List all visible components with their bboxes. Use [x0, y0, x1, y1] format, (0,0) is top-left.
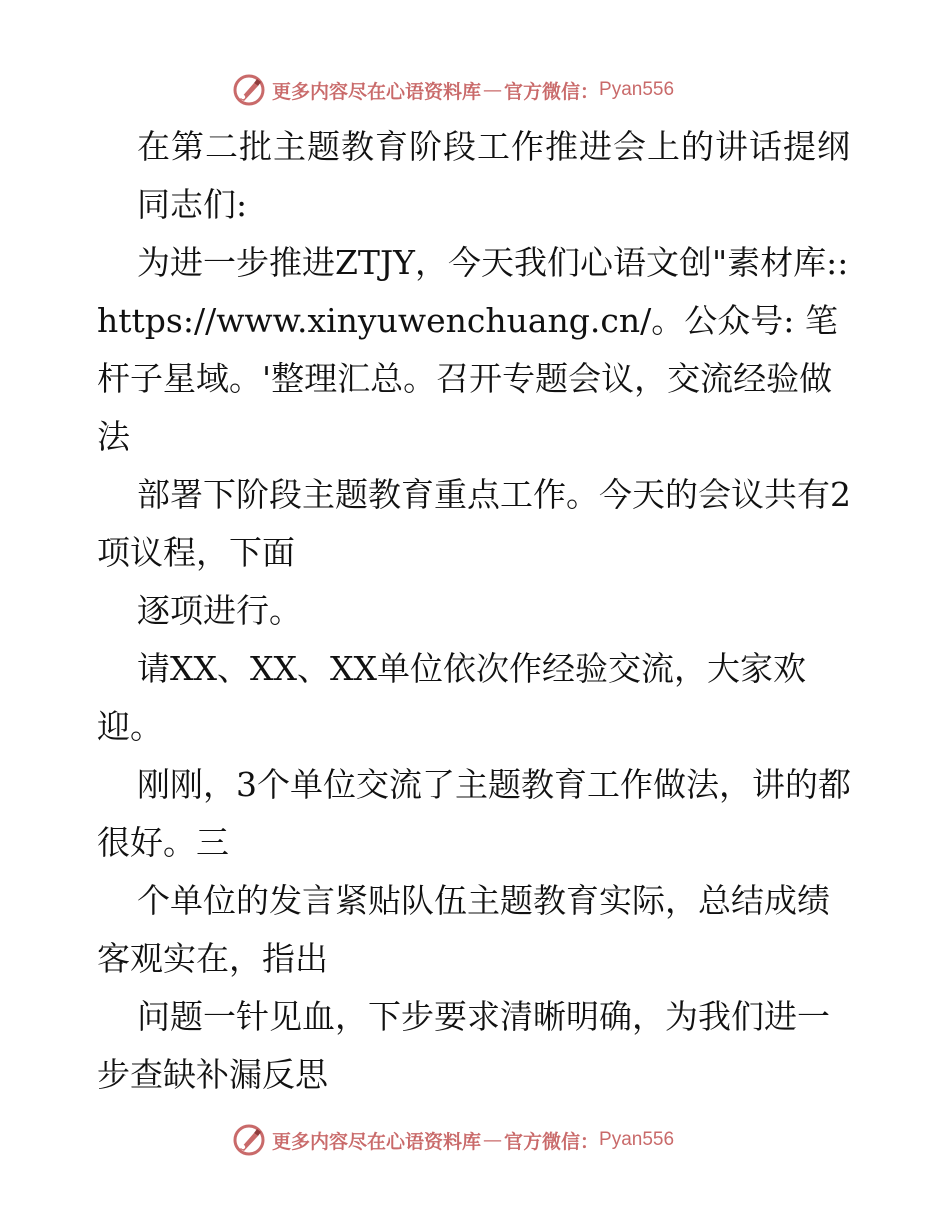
- watermark-banner-top: [232, 73, 674, 107]
- pen-logo-icon: [232, 73, 266, 107]
- watermark-brand: 更多内容尽在心语资料库: [272, 1130, 482, 1153]
- watermark-separator: —: [483, 1129, 503, 1151]
- watermark-banner-bottom: [232, 1123, 674, 1157]
- paragraph: 请XX、XX、XX单位依次作经验交流，大家欢迎。: [97, 649, 806, 746]
- paragraph: 个单位的发言紧贴队伍主题教育实际，总结成绩客观实在，指出: [97, 881, 830, 978]
- watermark-brand: 更多内容尽在心语资料库: [272, 80, 482, 103]
- document-title: 在第二批主题教育阶段工作推进会上的讲话提纲: [137, 127, 851, 166]
- paragraph: 刚刚，3个单位交流了主题教育工作做法，讲的都很好。三: [97, 765, 851, 862]
- paragraph: 逐项进行。: [137, 591, 302, 630]
- paragraph: 为进一步推进ZTJY，今天我们心语文创"素材库:: https://www.xinyuwenchuang.cn/。公众号: 笔杆子星域。'整理汇总。召开专题会议，交流经验做法: [97, 243, 849, 456]
- watermark-wechat-id: Pyan556: [599, 79, 675, 100]
- watermark-wechat-label: 官方微信：: [504, 1130, 600, 1153]
- watermark-separator: —: [483, 79, 503, 101]
- pen-logo-icon: [232, 1123, 266, 1157]
- paragraph: 问题一针见血，下步要求清晰明确，为我们进一步查缺补漏反思: [97, 997, 830, 1094]
- paragraph: 同志们:: [137, 185, 248, 224]
- document-body: [97, 118, 857, 1104]
- watermark-wechat-label: 官方微信：: [504, 80, 600, 103]
- watermark-wechat-id: Pyan556: [599, 1129, 675, 1150]
- paragraph: 部署下阶段主题教育重点工作。今天的会议共有2项议程，下面: [97, 475, 851, 572]
